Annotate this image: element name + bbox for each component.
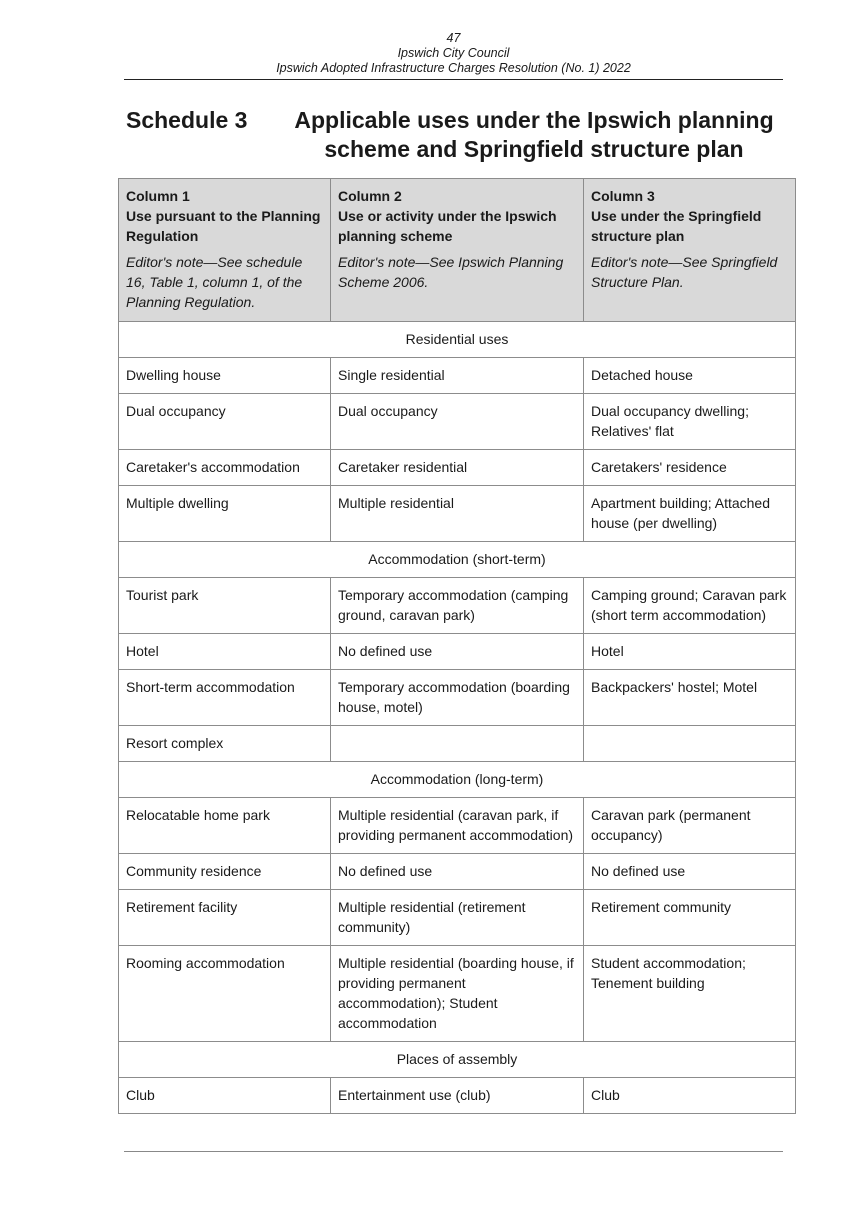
table-row	[119, 946, 796, 1042]
editors-note: Editor's note—See Ipswich Planning Scheme 2006.	[338, 254, 564, 290]
table-cell-column-2: Caretaker residential	[331, 450, 584, 486]
table-header-row	[119, 179, 796, 322]
editors-note: Editor's note—See schedule 16, Table 1, column 1, of the Planning Regulation.	[126, 254, 303, 310]
table-cell-column-3: Dual occupancy dwelling; Relatives' flat	[584, 394, 796, 450]
table-cell-column-2: Temporary accommodation (boarding house, motel)	[331, 670, 584, 726]
page-header	[124, 31, 783, 76]
organisation-name: Ipswich City Council	[397, 46, 510, 60]
table-cell-column-2: Temporary accommodation (camping ground, caravan park)	[331, 578, 584, 634]
column-title: Column 1	[126, 188, 190, 204]
table-row	[119, 726, 796, 762]
table-cell-column-2: Multiple residential (caravan park, if providing permanent accommodation)	[331, 798, 584, 854]
table-cell-column-2: No defined use	[331, 634, 584, 670]
schedule-title	[274, 106, 794, 164]
table-cell-column-2: Entertainment use (club)	[331, 1078, 584, 1114]
table-body	[119, 322, 796, 1114]
table-cell-column-1: Dual occupancy	[119, 394, 331, 450]
column-3-header	[584, 179, 796, 322]
document-title: Ipswich Adopted Infrastructure Charges Resolution (No. 1) 2022	[276, 61, 631, 75]
section-heading-row	[119, 542, 796, 578]
table-cell-column-3: Backpackers' hostel; Motel	[584, 670, 796, 726]
table-cell-column-3: Retirement community	[584, 890, 796, 946]
table-cell-column-1: Hotel	[119, 634, 331, 670]
table-cell-column-3: Caretakers' residence	[584, 450, 796, 486]
uses-table	[118, 178, 796, 1114]
schedule-number: Schedule 3	[126, 107, 248, 133]
table-cell-column-1: Dwelling house	[119, 358, 331, 394]
table-cell-column-2: Multiple residential (boarding house, if providing permanent accommodation); Student accommodation	[331, 946, 584, 1042]
section-heading-row	[119, 322, 796, 358]
table-cell-column-1: Rooming accommodation	[119, 946, 331, 1042]
column-title: Column 3	[591, 188, 655, 204]
table-cell-column-2: Single residential	[331, 358, 584, 394]
table-row	[119, 394, 796, 450]
schedule-title-line-1: Applicable uses under the Ipswich planning	[294, 107, 774, 133]
header-divider	[124, 79, 783, 80]
table-row	[119, 670, 796, 726]
table-cell-column-2: No defined use	[331, 854, 584, 890]
table-row	[119, 798, 796, 854]
table-cell-column-1: Relocatable home park	[119, 798, 331, 854]
section-heading-row	[119, 1042, 796, 1078]
table-cell-column-3	[584, 726, 796, 762]
column-1-header	[119, 179, 331, 322]
column-subtitle: Use under the Springfield structure plan	[591, 208, 762, 244]
table-row	[119, 890, 796, 946]
section-heading: Accommodation (long-term)	[119, 762, 796, 798]
table-cell-column-2: Dual occupancy	[331, 394, 584, 450]
table-cell-column-3: Student accommodation; Tenement building	[584, 946, 796, 1042]
table-cell-column-1: Multiple dwelling	[119, 486, 331, 542]
table-cell-column-3: Detached house	[584, 358, 796, 394]
table-cell-column-3: Apartment building; Attached house (per dwelling)	[584, 486, 796, 542]
table-cell-column-1: Club	[119, 1078, 331, 1114]
table-cell-column-3: No defined use	[584, 854, 796, 890]
table-cell-column-2: Multiple residential	[331, 486, 584, 542]
table-cell-column-1: Tourist park	[119, 578, 331, 634]
section-heading: Residential uses	[119, 322, 796, 358]
page-number: 47	[446, 31, 461, 45]
table-cell-column-1: Caretaker's accommodation	[119, 450, 331, 486]
table-cell-column-2	[331, 726, 584, 762]
section-heading-row	[119, 762, 796, 798]
section-heading: Accommodation (short-term)	[119, 542, 796, 578]
table-cell-column-3: Caravan park (permanent occupancy)	[584, 798, 796, 854]
column-subtitle: Use or activity under the Ipswich planning scheme	[338, 208, 557, 244]
schedule-heading	[126, 106, 794, 164]
table-cell-column-3: Club	[584, 1078, 796, 1114]
schedule-title-line-2: scheme and Springfield structure plan	[324, 136, 744, 162]
table-row	[119, 486, 796, 542]
footer-divider	[124, 1151, 783, 1152]
table-row	[119, 1078, 796, 1114]
table-cell-column-2: Multiple residential (retirement community)	[331, 890, 584, 946]
table-row	[119, 634, 796, 670]
table-row	[119, 578, 796, 634]
column-title: Column 2	[338, 188, 402, 204]
table-row	[119, 358, 796, 394]
column-2-header	[331, 179, 584, 322]
table-cell-column-1: Short-term accommodation	[119, 670, 331, 726]
table-cell-column-1: Retirement facility	[119, 890, 331, 946]
table-row	[119, 854, 796, 890]
table-cell-column-3: Camping ground; Caravan park (short term accommodation)	[584, 578, 796, 634]
table-row	[119, 450, 796, 486]
section-heading: Places of assembly	[119, 1042, 796, 1078]
table-cell-column-1: Community residence	[119, 854, 331, 890]
editors-note: Editor's note—See Springfield Structure Plan.	[591, 254, 778, 290]
table-cell-column-3: Hotel	[584, 634, 796, 670]
column-subtitle: Use pursuant to the Planning Regulation	[126, 208, 321, 244]
table-cell-column-1: Resort complex	[119, 726, 331, 762]
